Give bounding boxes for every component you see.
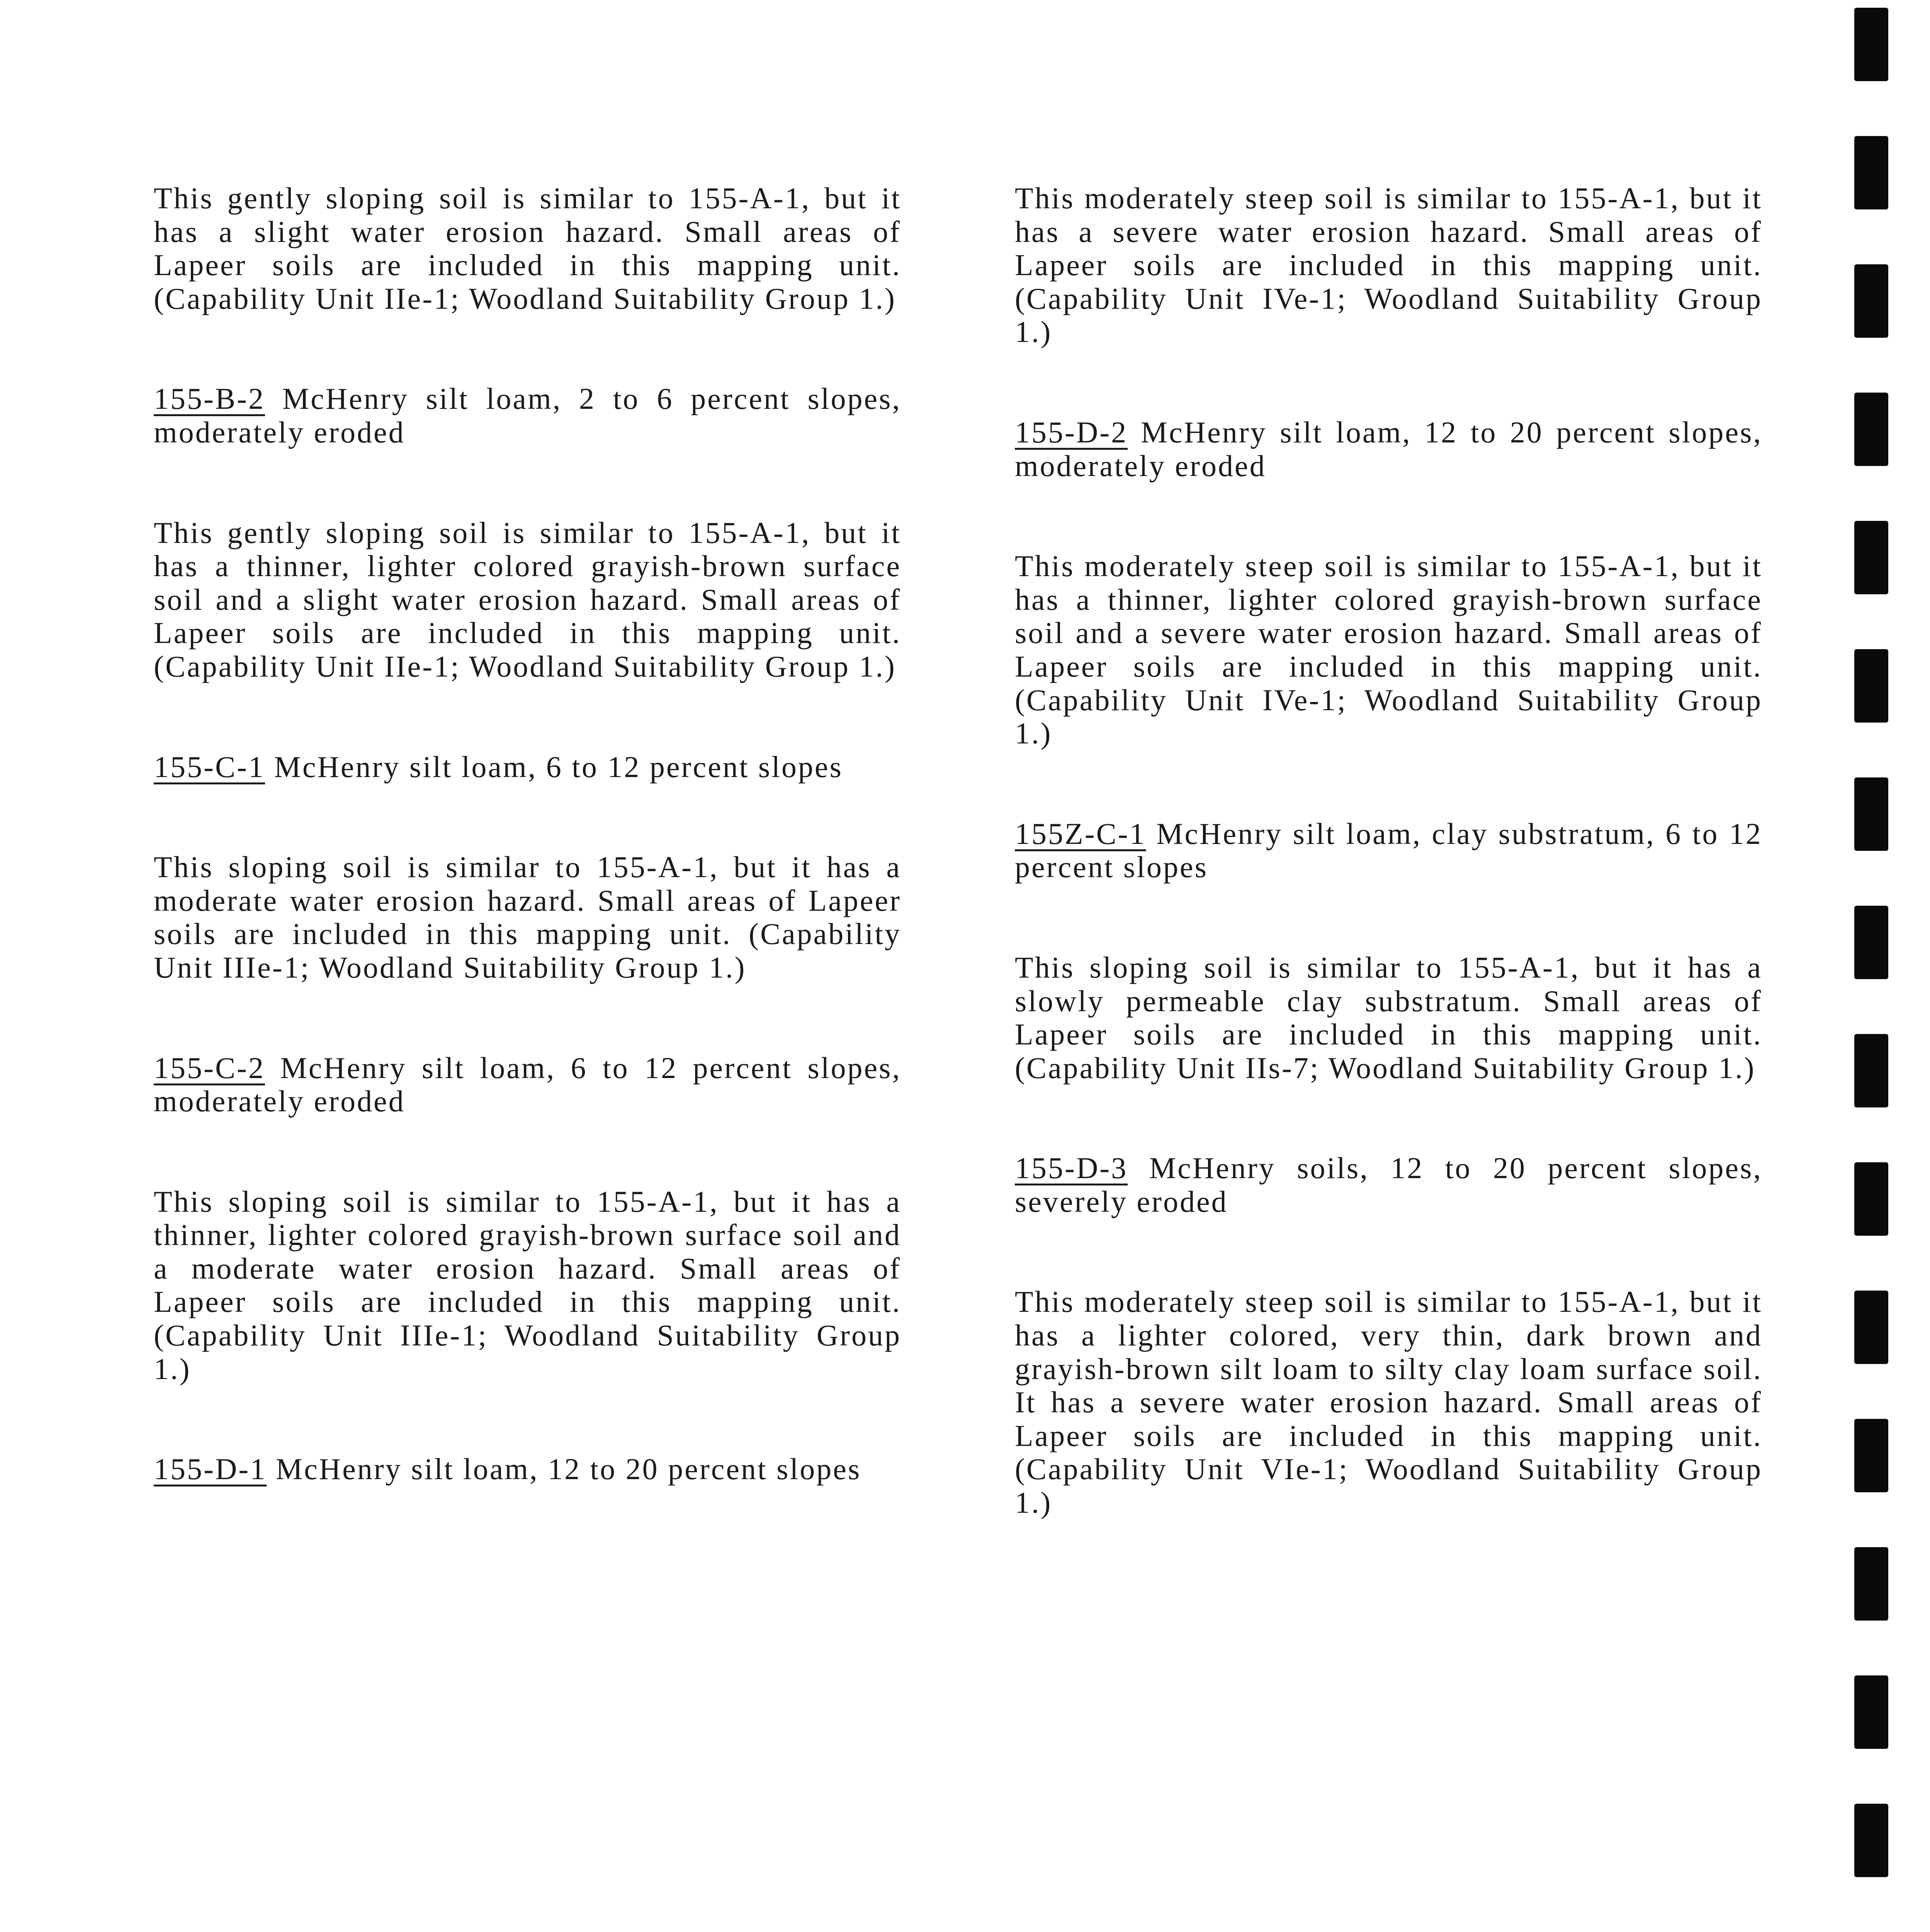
soil-description: This gently sloping soil is similar to 155-A-1, but it has a slight water erosion hazard. Small areas of Lapeer soils are included in this mapping unit. (Capability Unit IIe-1; Woodland Suitability Group 1.) <box>154 181 901 315</box>
soil-description: This sloping soil is similar to 155-A-1, but it has a slowly permeable clay substratum. Small areas of Lapeer soils are included in this mapping unit. (Capability Unit IIs-7; Woodland Suitability Group 1.) <box>1015 950 1762 1085</box>
soil-unit-heading <box>154 1452 901 1486</box>
soil-unit-heading <box>1015 1151 1762 1218</box>
map-unit-code: 155Z-C-1 <box>1015 816 1146 850</box>
soil-unit-heading <box>1015 416 1762 483</box>
map-unit-code: 155-C-1 <box>154 750 265 784</box>
binding-hole-mark <box>1854 777 1888 851</box>
soil-description: This moderately steep soil is similar to 155-A-1, but it has a thinner, lighter colored grayish-brown surface soil and a severe water erosion hazard. Small areas of Lapeer soils are included in this mapping unit. (Capability Unit IVe-1; Woodland Suitability Group 1.) <box>1015 549 1762 750</box>
map-unit-title: McHenry silt loam, 6 to 12 percent slopes <box>274 750 843 784</box>
binding-hole-mark <box>1854 1547 1888 1621</box>
binding-hole-mark <box>1854 1419 1888 1492</box>
binding-hole-mark <box>1854 8 1888 81</box>
binding-hole-mark <box>1854 136 1888 209</box>
soil-description: This moderately steep soil is similar to 155-A-1, but it has a lighter colored, very thin, dark brown and grayish-brown silt loam to silty clay loam surface soil. It has a severe water erosion hazard. Small areas of Lapeer soils are included in this mapping unit. (Capability Unit VIe-1; Woodland Suitability Group 1.) <box>1015 1285 1762 1520</box>
soil-description: This gently sloping soil is similar to 155-A-1, but it has a thinner, lighter colored grayish-brown surface soil and a slight water erosion hazard. Small areas of Lapeer soils are included in this mapping unit. (Capability Unit IIe-1; Woodland Suitability Group 1.) <box>154 515 901 683</box>
binding-hole-mark <box>1854 1804 1888 1877</box>
map-unit-title: McHenry silt loam, 6 to 12 percent slopes, moderately eroded <box>154 1051 901 1118</box>
left-column <box>154 182 901 1553</box>
map-unit-title: McHenry soils, 12 to 20 percent slopes, severely eroded <box>1015 1151 1762 1218</box>
binding-hole-mark <box>1854 264 1888 338</box>
right-column <box>1015 182 1762 1587</box>
map-unit-code: 155-D-3 <box>1015 1151 1128 1185</box>
binding-hole-mark <box>1854 1675 1888 1749</box>
soil-unit-heading <box>154 750 901 784</box>
map-unit-title: McHenry silt loam, 12 to 20 percent slopes <box>275 1452 861 1486</box>
map-unit-title: McHenry silt loam, 12 to 20 percent slopes, moderately eroded <box>1015 415 1763 483</box>
soil-description: This sloping soil is similar to 155-A-1, but it has a moderate water erosion hazard. Small areas of Lapeer soils are included in this mapping unit. (Capability Unit IIIe-1; Woodland Suitability Group 1.) <box>154 850 901 984</box>
map-unit-code: 155-D-1 <box>154 1452 267 1486</box>
soil-unit-heading <box>154 382 901 449</box>
binding-strip <box>1854 0 1893 1932</box>
soil-unit-heading <box>154 1051 901 1118</box>
map-unit-code: 155-B-2 <box>154 382 265 416</box>
binding-hole-mark <box>1854 906 1888 979</box>
binding-hole-mark <box>1854 649 1888 723</box>
soil-description: This sloping soil is similar to 155-A-1, but it has a thinner, lighter colored grayish-brown surface soil and a moderate water erosion hazard. Small areas of Lapeer soils are included in this mapping unit. (Capability Unit IIIe-1; Woodland Suitability Group 1.) <box>154 1184 901 1386</box>
soil-description: This moderately steep soil is similar to 155-A-1, but it has a severe water erosion hazard. Small areas of Lapeer soils are included in this mapping unit. (Capability Unit IVe-1; Woodland Suitability Group 1.) <box>1015 181 1762 349</box>
binding-hole-mark <box>1854 1162 1888 1236</box>
soil-unit-heading <box>1015 817 1762 884</box>
map-unit-title: McHenry silt loam, 2 to 6 percent slopes, moderately eroded <box>154 382 901 449</box>
map-unit-code: 155-C-2 <box>154 1051 265 1085</box>
map-unit-code: 155-D-2 <box>1015 415 1128 449</box>
binding-hole-mark <box>1854 1034 1888 1107</box>
binding-hole-mark <box>1854 1291 1888 1364</box>
binding-hole-mark <box>1854 393 1888 466</box>
map-unit-title: McHenry silt loam, clay substratum, 6 to 12 percent slopes <box>1015 816 1762 884</box>
binding-hole-mark <box>1854 521 1888 594</box>
